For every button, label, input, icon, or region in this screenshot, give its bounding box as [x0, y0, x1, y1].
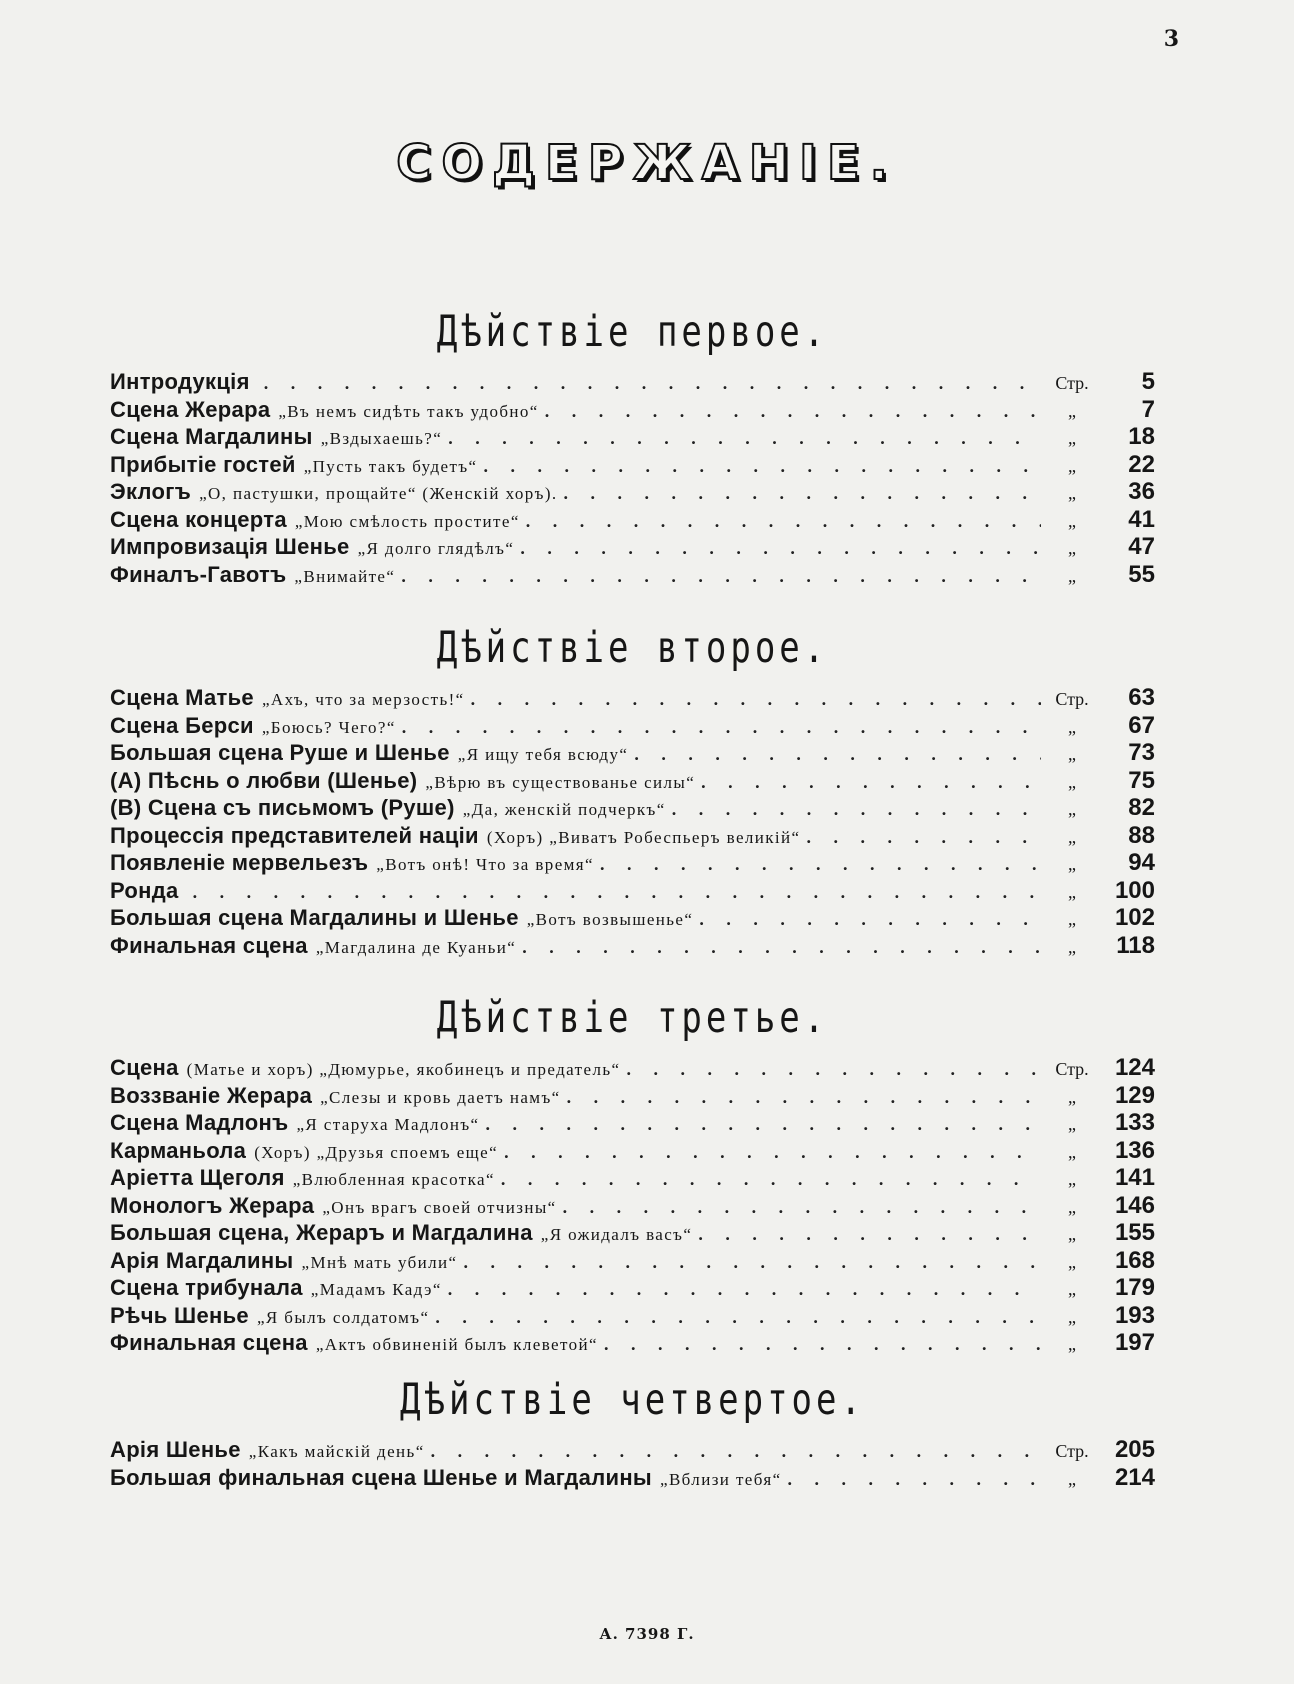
entry-quote: „Ахъ, что за мерзость!“ — [261, 690, 465, 709]
entry-page-number: 133 — [1114, 1109, 1155, 1136]
toc-entry — [110, 1302, 1155, 1330]
entry-page-ref: „ — [1068, 716, 1076, 737]
leader-dots — [600, 851, 1041, 879]
leader-dots — [264, 370, 1041, 398]
entry-page-number: 82 — [1128, 794, 1155, 821]
entry-name: Рѣчь Шенье — [110, 1302, 249, 1328]
entry-name: Сцена Магдалины — [110, 424, 313, 449]
entry-page-ref: „ — [1068, 909, 1076, 929]
leader-dots — [563, 1194, 1041, 1222]
entry-quote: (Хоръ) „Друзья споемъ еще“ — [254, 1142, 499, 1162]
entry-quote: „Мнѣ мать убили“ — [301, 1252, 458, 1272]
entry-page-number: 67 — [1128, 711, 1155, 739]
leader-dots — [788, 1466, 1041, 1494]
entry-page-ref: „ — [1068, 483, 1076, 503]
entry-page-number: 146 — [1114, 1191, 1155, 1219]
entry-quote: (Хоръ) „Виватъ Робеспьеръ великій“ — [486, 827, 801, 847]
entry-quote: „Онъ врагъ своей отчизны“ — [322, 1197, 557, 1217]
entry-name: Финалъ-Гавотъ — [110, 561, 287, 587]
entry-page-ref: „ — [1068, 1306, 1076, 1327]
entry-quote: „Я былъ солдатомъ“ — [256, 1307, 430, 1327]
entry-page-ref: „ — [1068, 1251, 1076, 1272]
entry-quote: „Я старуха Мадлонъ“ — [296, 1115, 480, 1134]
toc-entry — [110, 1274, 1155, 1302]
entry-name: Импровизація Шенье — [110, 534, 350, 559]
entry-page-ref: „ — [1068, 936, 1076, 957]
entry-quote: „Влюбленная красотка“ — [292, 1170, 495, 1189]
leader-dots — [604, 1331, 1041, 1359]
entry-page-ref: „ — [1068, 428, 1076, 448]
entry-name: Интродукція — [110, 369, 250, 394]
leader-dots — [807, 824, 1042, 852]
entry-quote: „Я ожидалъ васъ“ — [540, 1225, 693, 1244]
entry-quote: „Мою смѣлость простите“ — [294, 511, 520, 531]
toc-entry — [110, 904, 1155, 932]
toc-entry — [110, 1054, 1155, 1082]
act-title: Дѣйствіе четвертое. — [400, 1375, 865, 1425]
entry-page-number: 88 — [1128, 821, 1155, 849]
entry-name: Большая сцена, Жераръ и Магдалина — [110, 1220, 533, 1245]
entry-page-ref: „ — [1068, 1169, 1076, 1189]
entry-page-ref: Стр. — [1055, 1441, 1089, 1461]
entry-page-ref: „ — [1068, 538, 1076, 558]
entry-page-number: 124 — [1114, 1054, 1155, 1081]
toc-entry — [110, 478, 1155, 506]
entry-quote: „Вблизи тебя“ — [660, 1469, 782, 1489]
leader-dots — [402, 714, 1041, 742]
entry-page-number: 94 — [1128, 849, 1155, 876]
entry-name: Сцена Берси — [110, 712, 254, 738]
toc-entry — [110, 739, 1155, 767]
toc-entry — [110, 506, 1155, 534]
entry-page-ref: „ — [1068, 400, 1076, 421]
entry-page-ref: „ — [1068, 1086, 1076, 1107]
leader-dots — [564, 480, 1041, 508]
entry-page-number: 141 — [1114, 1164, 1155, 1191]
entry-name: Появленіе мервельезъ — [110, 850, 369, 875]
toc-entry — [110, 1137, 1155, 1165]
act-section — [110, 993, 1155, 1357]
entry-page-ref: „ — [1068, 1468, 1076, 1489]
entry-page-ref: „ — [1068, 1114, 1076, 1134]
leader-dots — [672, 796, 1041, 824]
entry-page-number: 179 — [1114, 1274, 1155, 1301]
toc-entry — [110, 368, 1155, 396]
entry-page-number: 197 — [1114, 1329, 1155, 1356]
entry-name: Арія Магдалины — [110, 1247, 294, 1273]
entry-name: Большая сцена Руше и Шенье — [110, 740, 450, 765]
toc-entry — [110, 1082, 1155, 1110]
entry-name: Процессія представителей націи — [110, 822, 479, 848]
toc-entry — [110, 451, 1155, 479]
entry-name: Большая финальная сцена Шенье и Магдалины — [110, 1464, 652, 1490]
entry-page-number: 73 — [1128, 739, 1155, 766]
toc-entry — [110, 561, 1155, 589]
entry-page-ref: „ — [1068, 881, 1076, 902]
toc-entry — [110, 822, 1155, 850]
entry-quote: „Вотъ возвышенье“ — [526, 910, 694, 929]
toc-entry — [110, 712, 1155, 740]
entry-quote: „Внимайте“ — [294, 566, 396, 586]
entry-name: Финальная сцена — [110, 932, 308, 958]
toc-entry — [110, 1164, 1155, 1192]
entry-page-ref: „ — [1068, 771, 1076, 792]
entry-name: Сцена Жерара — [110, 396, 271, 422]
entry-page-number: 7 — [1141, 395, 1155, 423]
toc-entry — [110, 1192, 1155, 1220]
entry-name: Карманьола — [110, 1137, 247, 1163]
entry-page-number: 5 — [1141, 368, 1155, 395]
leader-dots — [526, 508, 1041, 536]
entry-page-number: 118 — [1116, 931, 1155, 959]
entry-page-number: 100 — [1114, 876, 1155, 904]
toc-entry — [110, 794, 1155, 822]
leader-dots — [193, 879, 1041, 907]
toc-entry — [110, 423, 1155, 451]
entry-quote: „О, пастушки, прощайте“ (Женскій хоръ). — [199, 484, 558, 503]
entry-quote: „Мадамъ Кадэ“ — [310, 1280, 442, 1299]
leader-dots — [545, 398, 1041, 426]
act-title: Дѣйствіе второе. — [436, 623, 829, 673]
entry-name: Финальная сцена — [110, 1330, 308, 1355]
toc-entry — [110, 684, 1155, 712]
entry-page-number: 18 — [1128, 423, 1155, 450]
leader-dots — [435, 1304, 1041, 1332]
leader-dots — [401, 563, 1041, 591]
leader-dots — [520, 535, 1041, 563]
leader-dots — [698, 1221, 1041, 1249]
leader-dots — [626, 1056, 1041, 1084]
toc-entry — [110, 1329, 1155, 1357]
leader-dots — [634, 741, 1041, 769]
act-title: Дѣйствіе третье. — [436, 993, 829, 1043]
entry-quote: „Я долго глядѣлъ“ — [357, 539, 515, 558]
entry-name: (В) Сцена съ письмомъ (Руше) — [110, 795, 455, 820]
entry-name: Сцена — [110, 1055, 179, 1080]
entry-page-ref: „ — [1068, 1196, 1076, 1217]
entry-page-ref: „ — [1068, 455, 1076, 476]
leader-dots — [485, 1111, 1041, 1139]
entry-page-ref: Стр. — [1055, 373, 1089, 393]
toc-entry — [110, 849, 1155, 877]
entry-page-ref: „ — [1068, 1141, 1076, 1162]
toc-entry — [110, 1109, 1155, 1137]
entry-page-ref: „ — [1068, 1334, 1076, 1354]
entry-quote: „Вѣрю въ существованье силы“ — [425, 772, 696, 792]
entry-page-number: 214 — [1114, 1463, 1155, 1491]
entry-quote: „Я ищу тебя всюду“ — [457, 745, 629, 764]
toc-entry — [110, 1436, 1155, 1464]
entry-page-number: 63 — [1128, 684, 1155, 711]
publisher-number: А. 7398 Г. — [599, 1625, 695, 1643]
entry-name: Сцена Матье — [110, 685, 254, 710]
entry-page-number: 102 — [1114, 904, 1155, 931]
entry-name: Сцена концерта — [110, 506, 287, 532]
toc-entry — [110, 396, 1155, 424]
entry-name: Арія Шенье — [110, 1437, 241, 1462]
act-section — [110, 1375, 1155, 1491]
entry-quote: „Да, женскій подчеркъ“ — [462, 800, 666, 819]
entry-page-number: 36 — [1128, 478, 1155, 505]
entry-quote: (Матье и хоръ) „Дюмурье, якобинецъ и предатель“ — [186, 1060, 621, 1079]
act-title: Дѣйствіе первое. — [436, 307, 829, 357]
page-title: СОДЕРЖАНІЕ. — [396, 135, 898, 191]
entry-name: Сцена Мадлонъ — [110, 1110, 289, 1135]
leader-dots — [431, 1438, 1041, 1466]
entry-page-number: 75 — [1128, 766, 1155, 794]
entry-name: Эклогъ — [110, 479, 192, 504]
entry-quote: „Пусть такъ будетъ“ — [303, 456, 478, 476]
page-number: 3 — [1163, 26, 1179, 52]
entry-page-number: 22 — [1128, 450, 1155, 478]
entry-name: Ронда — [110, 877, 179, 903]
toc-entry — [110, 767, 1155, 795]
toc-entry — [110, 932, 1155, 960]
entry-page-ref: „ — [1068, 1279, 1076, 1299]
entry-name: Монологъ Жерара — [110, 1192, 315, 1218]
entry-page-ref: „ — [1068, 510, 1076, 531]
leader-dots — [471, 686, 1041, 714]
entry-page-number: 136 — [1114, 1136, 1155, 1164]
entry-page-number: 168 — [1114, 1246, 1155, 1274]
entry-quote: „Въ немъ сидѣть такъ удобно“ — [278, 401, 539, 421]
entry-page-number: 129 — [1114, 1081, 1155, 1109]
entry-page-number: 155 — [1114, 1219, 1155, 1246]
entry-quote: „Вздыхаешь?“ — [320, 429, 443, 448]
entry-name: Воззваніе Жерара — [110, 1082, 313, 1108]
entry-quote: „Слезы и кровь даетъ намъ“ — [320, 1087, 561, 1107]
leader-dots — [448, 1276, 1041, 1304]
entry-page-number: 41 — [1128, 505, 1155, 533]
leader-dots — [448, 425, 1041, 453]
leader-dots — [522, 934, 1041, 962]
entry-page-ref: „ — [1068, 799, 1076, 819]
leader-dots — [699, 906, 1041, 934]
entry-page-ref: „ — [1068, 826, 1076, 847]
act-section — [110, 623, 1155, 959]
entry-name: Большая сцена Магдалины и Шенье — [110, 905, 519, 930]
toc-entry — [110, 1464, 1155, 1492]
act-section — [110, 307, 1155, 588]
leader-dots — [501, 1166, 1041, 1194]
entry-page-ref: „ — [1068, 744, 1076, 764]
leader-dots — [701, 769, 1041, 797]
toc-entry — [110, 877, 1155, 905]
leader-dots — [464, 1249, 1042, 1277]
entry-name: Аріетта Щеголя — [110, 1165, 285, 1190]
leader-dots — [504, 1139, 1041, 1167]
entry-page-ref: „ — [1068, 854, 1076, 874]
entry-name: Сцена трибунала — [110, 1275, 303, 1300]
leader-dots — [567, 1084, 1041, 1112]
entry-page-ref: „ — [1068, 1224, 1076, 1244]
entry-quote: „Магдалина де Куаньи“ — [315, 937, 517, 957]
entry-page-ref: Стр. — [1055, 689, 1089, 709]
entry-page-number: 47 — [1128, 533, 1155, 560]
toc-entry — [110, 533, 1155, 561]
entry-name: Прибытіе гостей — [110, 451, 296, 477]
entry-quote: „Боюсь? Чего?“ — [261, 717, 396, 737]
entry-page-number: 205 — [1114, 1436, 1155, 1463]
entry-page-ref: „ — [1068, 565, 1076, 586]
entry-page-number: 55 — [1128, 560, 1155, 588]
toc-entry — [110, 1247, 1155, 1275]
entry-page-number: 193 — [1114, 1301, 1155, 1329]
entry-name: (А) Пѣснь о любви (Шенье) — [110, 767, 418, 793]
leader-dots — [483, 453, 1041, 481]
entry-quote: „Какъ майскій день“ — [248, 1442, 425, 1461]
entry-quote: „Вотъ онѣ! Что за время“ — [376, 855, 594, 874]
entry-page-ref: Стр. — [1055, 1059, 1089, 1079]
entry-quote: „Актъ обвиненій былъ клеветой“ — [315, 1335, 598, 1354]
toc-entry — [110, 1219, 1155, 1247]
